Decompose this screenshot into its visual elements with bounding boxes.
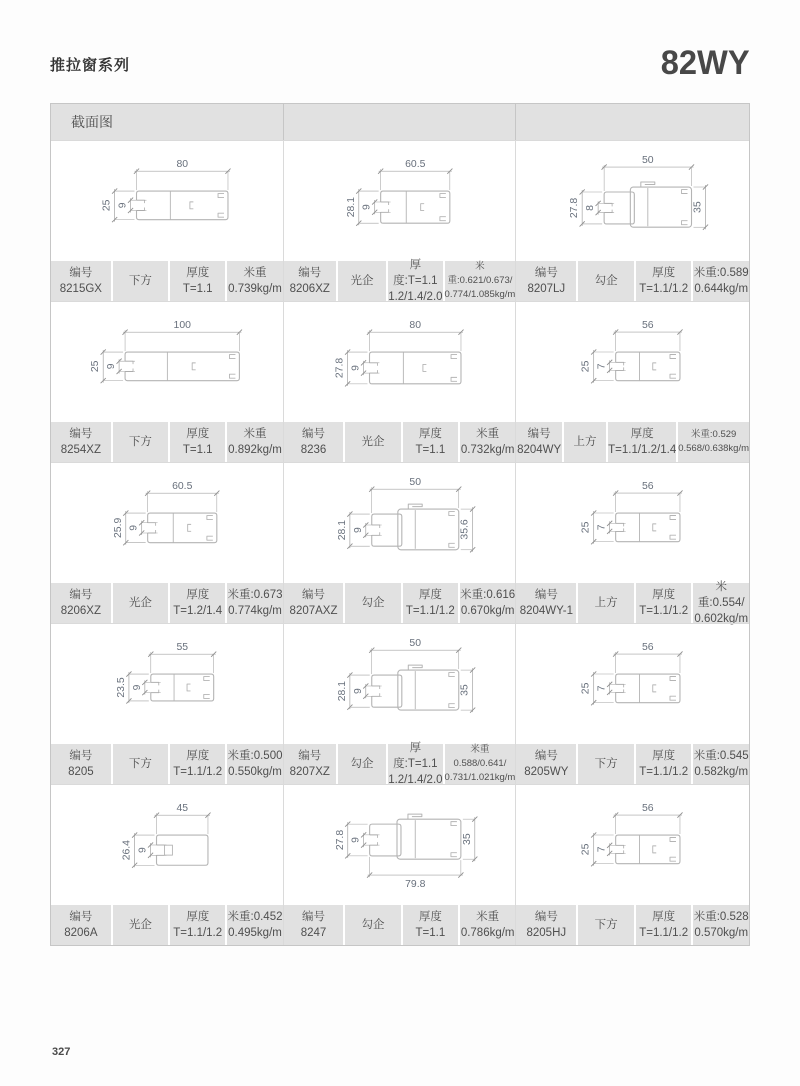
- weight-segment: [227, 261, 282, 301]
- thickness-line: T=1.2/1.4: [173, 605, 223, 617]
- profile-cell: [284, 140, 517, 304]
- position-value: 勾企: [594, 274, 618, 287]
- thickness-segment: [608, 422, 676, 462]
- svg-text:9: 9: [131, 684, 143, 691]
- section-header-cell: [51, 104, 284, 140]
- svg-text:35.6: 35.6: [459, 519, 471, 540]
- code-value: 8205: [68, 766, 94, 778]
- thickness-line: T=1.1/1.2: [639, 605, 689, 617]
- svg-text:9: 9: [137, 847, 149, 854]
- code-label: 编号: [69, 588, 93, 601]
- code-segment: [51, 261, 111, 301]
- code-segment: [284, 422, 344, 462]
- weight-segment: [227, 583, 282, 623]
- thickness-line: 厚度: [186, 427, 210, 440]
- position-value: 上方: [594, 596, 618, 609]
- thickness-line: 厚度:T=1.1: [393, 258, 438, 287]
- profile-cell: [284, 784, 517, 945]
- svg-text:35: 35: [692, 201, 704, 213]
- thickness-segment: [170, 422, 225, 462]
- code-segment: [51, 583, 111, 623]
- thickness-segment: [636, 905, 692, 945]
- svg-text:56: 56: [642, 320, 654, 332]
- profile-cell: [516, 462, 749, 626]
- weight-line: 米重:0.589: [693, 266, 749, 279]
- code-value: 8207AXZ: [289, 605, 338, 617]
- profile-drawing-area: [516, 785, 749, 905]
- table-header-row: [51, 104, 749, 140]
- profile-drawing: [516, 302, 749, 422]
- position-value: 下方: [128, 274, 152, 287]
- code-segment: [284, 583, 344, 623]
- thickness-line: 厚度: [186, 588, 210, 601]
- code-label: 编号: [69, 910, 93, 923]
- code-label: 编号: [69, 749, 93, 762]
- profile-info-bar: [51, 261, 283, 301]
- svg-text:9: 9: [106, 363, 118, 370]
- profile-drawing-area: [284, 463, 516, 583]
- code-segment: [516, 905, 576, 945]
- svg-text:56: 56: [642, 642, 654, 654]
- weight-line: 米重:0.500: [227, 749, 283, 762]
- weight-line: 米重:0.673: [227, 588, 283, 601]
- weight-segment: [227, 744, 282, 784]
- profile-drawing: [284, 785, 516, 905]
- code-value: 8215GX: [59, 283, 102, 295]
- svg-text:23.5: 23.5: [115, 677, 127, 698]
- weight-segment: [693, 261, 749, 301]
- profile-info-bar: [516, 580, 749, 626]
- svg-text:7: 7: [597, 685, 609, 692]
- thickness-line: 厚度: [418, 588, 442, 601]
- profile-info-bar: [51, 583, 283, 623]
- profile-cell: [284, 623, 517, 787]
- svg-text:27.8: 27.8: [334, 829, 346, 851]
- code-label: 编号: [534, 910, 558, 923]
- position-segment: [564, 422, 606, 462]
- svg-text:56: 56: [642, 803, 654, 815]
- code-value: 8205HJ: [526, 927, 567, 939]
- profile-info-bar: [51, 422, 283, 462]
- profile-drawing: [51, 302, 283, 422]
- position-segment: [113, 261, 168, 301]
- svg-text:25.9: 25.9: [112, 517, 124, 539]
- table-body: [51, 140, 749, 945]
- position-segment: [345, 583, 400, 623]
- profile-drawing-area: [51, 302, 283, 422]
- position-value: 勾企: [361, 918, 385, 931]
- thickness-segment: [170, 261, 225, 301]
- weight-line: 米重:0.616: [460, 588, 516, 601]
- page-number: 327: [52, 1046, 71, 1058]
- svg-text:80: 80: [176, 159, 189, 171]
- profile-drawing-area: [51, 624, 283, 744]
- thickness-line: T=1.1/1.2: [639, 927, 689, 939]
- profile-drawing: [284, 141, 516, 261]
- position-segment: [113, 905, 168, 945]
- svg-text:9: 9: [352, 527, 364, 534]
- profile-cell: [284, 301, 517, 462]
- position-value: 光企: [361, 435, 385, 448]
- svg-text:9: 9: [117, 202, 129, 209]
- thickness-segment: [388, 258, 443, 304]
- weight-line: 米重: [476, 910, 500, 923]
- profile-drawing: [516, 785, 749, 905]
- page-header: [50, 44, 750, 83]
- weight-segment: [693, 580, 749, 626]
- profile-drawing: [516, 141, 749, 261]
- position-value: 下方: [594, 757, 618, 770]
- weight-line: 米重: [476, 427, 500, 440]
- thickness-line: 厚度: [652, 910, 676, 923]
- code-value: 8206XZ: [289, 283, 330, 295]
- profile-cell: [516, 140, 749, 301]
- code-label: 编号: [69, 427, 93, 440]
- weight-line: 米重: [243, 266, 267, 279]
- profile-drawing-area: [516, 302, 749, 422]
- svg-text:28.1: 28.1: [345, 196, 357, 218]
- profile-drawing-area: [284, 785, 516, 905]
- profile-info-bar: [284, 258, 516, 304]
- thickness-segment: [170, 905, 225, 945]
- profile-cell: [516, 784, 749, 945]
- svg-text:50: 50: [409, 638, 421, 650]
- weight-line: 0.582kg/m: [694, 766, 749, 778]
- profile-cell: [51, 462, 284, 623]
- code-segment: [51, 905, 111, 945]
- profile-cell: [516, 623, 749, 784]
- code-value: 8236: [300, 444, 327, 456]
- position-value: 下方: [128, 435, 152, 448]
- code-label: 编号: [302, 427, 326, 440]
- profile-info-bar: [516, 905, 749, 945]
- weight-line: 0.670kg/m: [460, 605, 515, 617]
- svg-text:80: 80: [409, 320, 421, 332]
- thickness-line: 厚度: [652, 266, 676, 279]
- weight-segment: [445, 261, 516, 301]
- thickness-line: 厚度: [186, 910, 210, 923]
- svg-text:50: 50: [642, 155, 654, 167]
- model-title: 82WY: [661, 44, 750, 82]
- weight-line: 米重:0.621/0.673/: [447, 260, 513, 286]
- thickness-segment: [403, 905, 458, 945]
- thickness-segment: [636, 261, 692, 301]
- code-label: 编号: [302, 588, 326, 601]
- code-value: 8207XZ: [289, 766, 330, 778]
- code-segment: [51, 744, 111, 784]
- weight-segment: [227, 905, 282, 945]
- weight-line: 0.495kg/m: [228, 927, 282, 939]
- code-label: 编号: [534, 588, 558, 601]
- code-value: 8204WY-1: [519, 605, 573, 617]
- svg-text:9: 9: [361, 204, 373, 211]
- code-value: 8207LJ: [527, 283, 566, 295]
- svg-text:60.5: 60.5: [172, 481, 193, 493]
- svg-text:28.1: 28.1: [336, 519, 348, 541]
- profile-cell: [284, 462, 517, 623]
- thickness-segment: [636, 583, 692, 623]
- position-value: 光企: [128, 596, 152, 609]
- thickness-line: 厚度: [418, 427, 442, 440]
- profile-info-bar: [284, 422, 516, 462]
- weight-line: 0.774kg/m: [228, 605, 282, 617]
- weight-segment: [460, 583, 515, 623]
- profile-drawing: [516, 463, 749, 583]
- thickness-line: 厚度:T=1.1: [393, 741, 438, 770]
- thickness-line: T=1.1/1.2: [173, 927, 223, 939]
- weight-line: 0.774/1.085kg/m: [444, 289, 516, 301]
- code-value: 8206A: [64, 927, 98, 939]
- profile-drawing: [284, 302, 516, 422]
- position-value: 勾企: [350, 757, 374, 770]
- svg-text:26.4: 26.4: [121, 840, 133, 861]
- weight-line: 米重:0.452: [227, 910, 283, 923]
- position-segment: [113, 583, 168, 623]
- position-segment: [338, 744, 386, 784]
- thickness-line: T=1.1: [182, 444, 213, 456]
- profile-cell: [51, 301, 284, 462]
- position-segment: [113, 422, 168, 462]
- weight-line: 0.550kg/m: [228, 766, 282, 778]
- profile-table: [50, 103, 750, 946]
- svg-text:45: 45: [176, 803, 189, 815]
- profile-drawing-area: [516, 624, 749, 744]
- thickness-line: 厚度: [186, 266, 210, 279]
- code-label: 编号: [298, 749, 322, 762]
- code-value: 8247: [300, 927, 327, 939]
- code-label: 编号: [534, 749, 558, 762]
- code-segment: [284, 905, 344, 945]
- thickness-segment: [170, 583, 225, 623]
- weight-line: 0.786kg/m: [460, 927, 515, 939]
- code-segment: [284, 261, 336, 301]
- header-cell-3: [516, 104, 749, 140]
- profile-drawing-area: [516, 141, 749, 261]
- section-header-label: 截面图: [71, 114, 113, 130]
- svg-text:7: 7: [597, 363, 609, 370]
- code-value: 8254XZ: [60, 444, 101, 456]
- code-label: 编号: [534, 266, 558, 279]
- thickness-line: 1.2/1.4/2.0: [388, 291, 443, 304]
- weight-line: 米重:0.545: [693, 749, 749, 762]
- profile-drawing: [516, 624, 749, 744]
- weight-line: 0.731/1.021kg/m: [444, 772, 516, 784]
- svg-text:25: 25: [581, 843, 593, 856]
- thickness-line: 厚度: [630, 427, 654, 440]
- svg-text:7: 7: [597, 846, 609, 853]
- thickness-line: 厚度: [186, 749, 210, 762]
- profile-info-bar: [284, 583, 516, 623]
- profile-info-bar: [51, 905, 283, 945]
- thickness-line: T=1.1/1.2: [639, 283, 689, 295]
- profile-cell: [51, 784, 284, 945]
- position-segment: [345, 422, 400, 462]
- svg-text:25: 25: [101, 199, 113, 212]
- profile-info-bar: [51, 744, 283, 784]
- profile-drawing: [51, 624, 283, 744]
- svg-text:9: 9: [128, 524, 140, 531]
- code-label: 编号: [298, 266, 322, 279]
- position-value: 勾企: [361, 596, 385, 609]
- code-label: 编号: [302, 910, 326, 923]
- weight-segment: [693, 744, 749, 784]
- svg-text:60.5: 60.5: [404, 159, 426, 171]
- weight-segment: [460, 905, 515, 945]
- thickness-line: 1.2/1.4/2.0: [388, 774, 443, 787]
- thickness-line: T=1.1/1.2: [405, 605, 455, 617]
- weight-line: 0.570kg/m: [694, 927, 749, 939]
- thickness-line: T=1.1/1.2: [173, 766, 223, 778]
- profile-info-bar: [516, 744, 749, 784]
- weight-segment: [678, 422, 749, 462]
- svg-text:27.8: 27.8: [569, 197, 581, 219]
- code-segment: [516, 422, 562, 462]
- profile-drawing: [284, 463, 516, 583]
- position-segment: [345, 905, 400, 945]
- thickness-segment: [403, 583, 458, 623]
- position-value: 光企: [350, 274, 374, 287]
- thickness-line: 厚度: [652, 749, 676, 762]
- profile-cell: [516, 301, 749, 462]
- profile-drawing-area: [51, 785, 283, 905]
- position-segment: [113, 744, 168, 784]
- code-segment: [516, 744, 576, 784]
- svg-text:100: 100: [173, 320, 191, 332]
- thickness-line: T=1.1: [415, 444, 446, 456]
- weight-line: 米重:0.554/: [697, 580, 745, 609]
- svg-text:9: 9: [350, 365, 362, 371]
- profile-drawing-area: [284, 141, 516, 261]
- profile-drawing-area: [284, 302, 516, 422]
- code-label: 编号: [527, 427, 551, 440]
- svg-text:56: 56: [642, 481, 654, 493]
- svg-text:35: 35: [459, 684, 471, 696]
- position-segment: [578, 905, 634, 945]
- thickness-segment: [170, 744, 225, 784]
- svg-text:7: 7: [597, 524, 609, 531]
- code-segment: [516, 261, 576, 301]
- profile-cell: [51, 140, 284, 301]
- profile-info-bar: [516, 422, 749, 462]
- profile-cell: [51, 623, 284, 784]
- profile-drawing-area: [51, 141, 283, 261]
- profile-drawing: [51, 141, 283, 261]
- thickness-segment: [388, 741, 443, 787]
- profile-drawing: [51, 785, 283, 905]
- series-title: 推拉窗系列: [50, 57, 131, 74]
- code-segment: [516, 583, 576, 623]
- profile-drawing: [51, 463, 283, 583]
- code-value: 8205WY: [524, 766, 569, 778]
- thickness-line: T=1.1/1.2: [639, 766, 689, 778]
- thickness-line: 厚度: [418, 910, 442, 923]
- svg-text:25: 25: [90, 360, 102, 373]
- weight-segment: [693, 905, 749, 945]
- svg-text:55: 55: [176, 642, 189, 654]
- svg-text:25: 25: [581, 360, 593, 373]
- position-segment: [338, 261, 386, 301]
- svg-text:35: 35: [461, 833, 473, 845]
- svg-text:28.1: 28.1: [336, 680, 348, 702]
- svg-text:27.8: 27.8: [334, 357, 346, 379]
- code-label: 编号: [69, 266, 93, 279]
- weight-line: 0.892kg/m: [228, 444, 282, 456]
- code-value: 8206XZ: [60, 605, 101, 617]
- header-cell-2: [284, 104, 517, 140]
- position-segment: [578, 583, 634, 623]
- thickness-line: T=1.1: [415, 927, 446, 939]
- thickness-segment: [636, 744, 692, 784]
- weight-line: 0.644kg/m: [694, 283, 749, 295]
- svg-text:9: 9: [350, 837, 362, 843]
- svg-text:9: 9: [352, 688, 364, 695]
- svg-text:8: 8: [585, 205, 597, 211]
- code-segment: [284, 744, 336, 784]
- thickness-line: T=1.1: [182, 283, 213, 295]
- position-value: 下方: [128, 757, 152, 770]
- weight-line: 米重:0.529: [690, 428, 737, 440]
- svg-text:50: 50: [409, 477, 421, 489]
- thickness-line: T=1.1/1.2/1.4: [608, 444, 677, 456]
- position-segment: [578, 744, 634, 784]
- profile-drawing-area: [51, 463, 283, 583]
- profile-drawing-area: [516, 463, 749, 583]
- svg-text:25: 25: [581, 682, 593, 695]
- thickness-segment: [403, 422, 458, 462]
- weight-line: 0.602kg/m: [694, 613, 749, 626]
- thickness-line: 厚度: [652, 588, 676, 601]
- position-value: 下方: [594, 918, 618, 931]
- position-value: 光企: [128, 918, 152, 931]
- profile-info-bar: [284, 741, 516, 787]
- code-value: 8204WY: [517, 444, 562, 456]
- weight-line: 米重: [243, 427, 267, 440]
- weight-line: 0.732kg/m: [460, 444, 515, 456]
- svg-text:79.8: 79.8: [404, 879, 426, 891]
- svg-text:25: 25: [581, 521, 593, 534]
- weight-line: 0.568/0.638kg/m: [678, 443, 749, 454]
- code-segment: [51, 422, 111, 462]
- profile-info-bar: [516, 261, 749, 301]
- weight-segment: [227, 422, 282, 462]
- position-segment: [578, 261, 634, 301]
- weight-segment: [460, 422, 515, 462]
- profile-info-bar: [284, 905, 516, 945]
- weight-line: 0.739kg/m: [228, 283, 282, 295]
- profile-drawing-area: [284, 624, 516, 744]
- weight-segment: [445, 744, 516, 784]
- profile-drawing: [284, 624, 516, 744]
- weight-line: 米重0.588/0.641/: [453, 743, 507, 769]
- weight-line: 米重:0.528: [693, 910, 749, 923]
- position-value: 上方: [573, 435, 597, 448]
